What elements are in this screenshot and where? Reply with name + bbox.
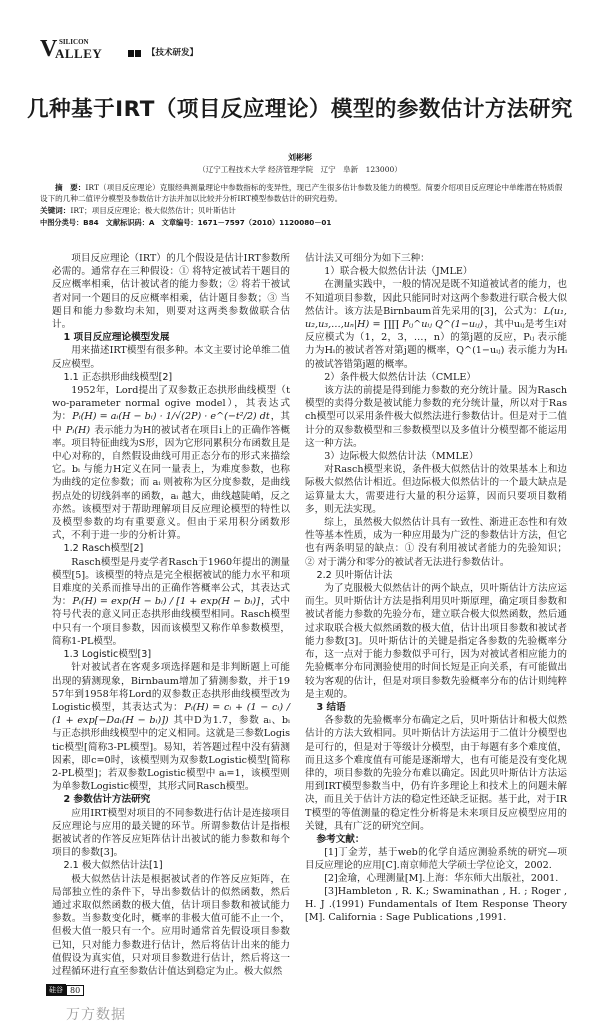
formula: Pᵢ(H) = aᵢ(H − bᵢ) · 1/√(2P) · e^(−t²/2) dt: [72, 411, 270, 423]
abstract-label: 摘 要：: [55, 183, 86, 192]
text-run: 3）边际极大似然估计法（MMLE）: [324, 451, 479, 463]
text-run: 项目反应理论（IRT）的几个假设是估计IRT参数所必需的。通常存在三种假设：① 将特定被试若干题目的反应概率相乘，估计被试者的能力参数；② 将若干被试者对同一个题目的反应概率相乘，估计题目参数；③ 当题目和能力参数均未知，则要对这两类参数做联合估计。: [52, 253, 290, 331]
logo-big-text: ALLEY: [55, 46, 103, 61]
paragraph: [52, 384, 290, 542]
text-run: 综上，虽然极大似然估计具有一致性、渐进正态性和有效性等基本性质，成为一种应用最为广泛的参数估计方法，但它也有两条明显的缺点：① 没有利用被试者能力的先验知识；② 对于满分和零分的被试者无法进行参数估计。: [305, 517, 567, 568]
section-heading: [52, 793, 290, 806]
text-run: 2.1 极大似然估计法[1]: [63, 860, 163, 872]
text-run: 1.2 Rasch模型[2]: [63, 543, 144, 555]
text-run: 1）联合极大似然估计法（JMLE）: [324, 266, 473, 278]
text-run: 参考文献：: [316, 833, 365, 845]
silicon-valley-logo: [40, 38, 122, 60]
paragraph: [305, 371, 567, 384]
logo-blocks-icon: [128, 50, 141, 57]
keywords: [40, 205, 565, 217]
text-run: [2]金瑜，心理测量[M].上海：华东师大出版社，2001.: [324, 873, 559, 885]
section-heading: [305, 833, 567, 846]
text-run: 1.3 Logistic模型[3]: [63, 649, 152, 661]
text-run: 2.2 贝叶斯估计法: [316, 569, 393, 581]
text-run: 估计法又可细分为如下三种：: [305, 253, 430, 264]
paragraph: [52, 556, 290, 648]
text-run: 1 项目反应理论模型发展: [63, 332, 170, 344]
formula: Pᵢ(H): [65, 424, 91, 436]
paragraph: [305, 252, 567, 265]
affiliation: （辽宁工程技术大学 经济管理学院 辽宁 阜新 123000）: [198, 165, 402, 174]
section-heading: [52, 371, 290, 384]
logo-small-text: SILICON: [59, 38, 89, 46]
paragraph: [305, 714, 567, 833]
section-heading: [52, 542, 290, 555]
text-run: 用来描述IRT模型有很多种。本文主要讨论单维二值反应模型。: [52, 345, 290, 370]
paragraph: [52, 661, 290, 793]
text-run: ，式中符号代表的意义同正态拱形曲线模型相同。Rasch模型中只有一个项目参数，因而该模型又称作单参数模型，简称1-PL模型。: [52, 596, 291, 647]
text-run: 2 参数估计方法研究: [63, 794, 151, 806]
paper-title: 几种基于IRT（项目反应理论）模型的参数估计方法研究: [27, 97, 573, 122]
section-heading: [305, 569, 567, 582]
text-run: 3 结语: [316, 701, 346, 713]
text-run: ，其中: [52, 411, 291, 436]
left-column: [52, 252, 290, 978]
right-column: [305, 252, 567, 924]
text-run: 对Rasch模型来说，条件极大似然估计的效果基本上和边际极大似然估计相近。但边际极大似然估计的一个最大缺点是运算量太大，需要进行大量的积分运算，因而只要项目数稍多，则无法实现。: [305, 464, 567, 515]
paragraph: [52, 807, 290, 860]
section-heading: [52, 859, 290, 872]
paragraph: [305, 463, 567, 516]
keywords-text: IRT；项目反应理论；极大似然估计；贝叶斯估计: [70, 206, 236, 215]
text-run: [3]Hambleton , R. K.; Swaminathan , H. ; Roger , H. J .(1991) Fundamentals of Item Response Theory [M]. California : Sage Publications ,1991.: [305, 886, 567, 924]
paragraph: [52, 873, 290, 979]
paragraph: [305, 265, 567, 278]
section-heading: [52, 648, 290, 661]
keywords-label: 关键词：: [40, 206, 71, 215]
text-run: 应用IRT模型对项目的不同参数进行估计是连接项目反应理论与应用的最关键的环节。所谓参数估计是指根据被试者的作答反应矩阵估计出被试的能力参数和每个项目的参数[3]。: [52, 807, 290, 859]
formula: Pᵢ(H) = exp(H − bᵢ) / [1 + exp(H − bᵢ)]: [72, 596, 260, 608]
text-run: 各参数的先验概率分布确定之后，贝叶斯估计和极大似然估计的方法大致相同。贝叶斯估计方法运用于二值计分模型也是可行的，但是对于等级计分模型，由于每题有多个难度值，而且这多个难度值有可能是逐渐增大，也有可能是没有变化规律的，项目参数的先验分布难以确定。因此贝叶斯估计方法运用到IRT模型参数当中，仍有许多理论上和技术上的问题未解决，而且关于估计方法的稳定性还缺乏证据。基于此，对于IRT模型的等值测量的稳定性分析将是未来项目反应模型应用的关键，具有广泛的研究空间。: [305, 715, 567, 832]
text-run: [1]丁金芳，基于web的化学自适应测验系统的研究—项目反应理论的应用[C].南京师范大学硕士学位论文，2002.: [305, 847, 567, 872]
text-run: 针对被试者在客观多项选择题和是非判断题上可能出现的猜测现象，Birnbaum增加了猜测参数，并于1957年到1958年将Lord的双参数正态拱形曲线模型改为Logistic模型，其表达式为：: [52, 662, 290, 713]
text-run: 在测量实践中，一般的情况是既不知道被试者的能力，也不知道项目参数，因此只能同时对这两个参数进行联合极大似然估计。该方法是Birnbaum首先采用的[3]，公式为：: [305, 279, 567, 317]
text-run: 极大似然估计法是根据被试者的作答反应矩阵，在局部独立性的条件下，导出参数估计的似然函数，然后通过求取似然函数的极大值，估计项目参数和被试能力参数。当参数变化时，概率的非极大值可能不止一个，但极大值一般只有一个。应用时通常首先假设项目参数已知，只对能力参数进行估计，然后将估计出来的能力值假设为真实值，只对项目参数进行估计，然后将这一过程循环进行直至参数估计值达到稳定为止。极大似然: [52, 873, 290, 977]
reference-item: [305, 846, 567, 872]
text-run: Rasch模型是丹麦学者Rasch于1960年提出的测量模型[5]。该模型的特点是完全根据被试的能力水平和项目难度的关系而推导出的正确作答概率公式，其表达式为：: [52, 556, 290, 608]
text-run: 表示能力为H的被试者在项目i上的正确作答概率。项目特征曲线为S形，因为它形同累积分布函数且是中心对称的，自然假设曲线可用正态分布的形式来描绘它。bᵢ 与能力H定义在同一量表上，为难度参数，也称为曲线的定位参数；而 aᵢ 则被称为区分度参数，是曲线拐点处的切线斜率的函数，aᵢ 越大，曲线越陡峭，反之亦然。该模型对于帮助理解项目反应理论模型的特性以及模型参数的均有重要意义。但由于采用积分函数形式，不利于进一步的分析计算。: [52, 424, 291, 542]
author: 刘彬彬: [288, 152, 312, 162]
front-matter: [40, 182, 565, 229]
reference-item: [305, 872, 567, 885]
paragraph: [52, 344, 290, 370]
journal-tag: 硅谷: [46, 984, 66, 996]
text-run: 其中D为1.7，参数 aᵢ、bᵢ 与正态拱形曲线模型中的定义相同。这就是三参数Logistic模型[简称3-PL模型]。易知，若答题过程中没有猜测因素，即c=0时，该模型则为双参数Logistic模型[简称2-PL模型]；若双参数Logistic模型中 aᵢ=1，该模型则为单参数Logistic模型，其形式同Rasch模型。: [52, 715, 290, 793]
watermark: 万方数据: [66, 1007, 126, 1023]
text-run: 为了克服极大似然估计的两个缺点，贝叶斯估计方法应运而生。贝叶斯估计方法是指利用贝叶斯原理，确定项目参数和被试者能力参数的先验分布，建立联合极大似然函数，然后通过求取联合极大似然函数的极大值，估计出项目参数和被试者能力参数[3]。贝叶斯估计的关键是指定各参数的先验概率分布，这一点对于能力参数似乎可行，因为对被试者相应能力的先验概率分布同测验使用的时间长短是正向关系，有可能做出较为客观的估计，但是对项目参数先验概率分布的估计则纯粹是主观的。: [305, 583, 567, 700]
text-run: 2）条件极大似然估计法（CMLE）: [324, 371, 476, 383]
formula: L(u₁,u₂,u₃,…,uₙ|H) = ∏∏ Pᵢⱼ^uᵢⱼ Q^(1−uᵢⱼ): [305, 305, 567, 331]
section-heading: [52, 331, 290, 344]
logo-initial: V: [40, 36, 58, 62]
abstract: [40, 182, 565, 204]
reference-item: [305, 885, 567, 924]
classification-line: 中图分类号：B84 文献标识码：A 文章编号：1671－7597（2010）1120080－01: [40, 218, 332, 227]
page-number: 80: [66, 985, 84, 996]
section-tag: 【技术研发】: [147, 48, 199, 58]
paragraph: [52, 252, 290, 331]
formula: Pᵢ(H) = cᵢ + (1 − cᵢ) / (1 + exp[−Daᵢ(H − bᵢ)]): [52, 701, 290, 727]
paragraph: [305, 384, 567, 450]
text-run: 该方法的前提是得到能力参数的充分统计量。因为Rasch模型的卖得分数是被试能力参数的充分统计量，所以对于Rasch模型可以采用条件极大似然法进行参数估计。但是对于二值计分的双参数模型和三参数模型以及多值计分模型都不能运用这一种方法。: [305, 385, 567, 449]
text-run: 1952年，Lord提出了双参数正态拱形曲线模型（two-parameter normal ogive model），其表达式为：: [52, 385, 290, 423]
text-run: 1.1 正态拱形曲线模型[2]: [63, 371, 173, 383]
text-run: ，其中uᵢⱼ是考生i对反应模式为（1，2，3，…，n）的第j题的反应，Pᵢⱼ 表示能力为Hᵢ的被试者答对第j题的概率，Q^(1−uᵢⱼ) 表示能力为Hᵢ的被试答错第j题的概率。: [305, 319, 567, 370]
abstract-text: IRT（项目反应理论）克服经典测量理论中参数指标的变异性，现已产生很多估计参数及能力的模型。简要介绍项目反应理论中单维潜在特质假设下的几种二值评分模型及参数估计方法并加以比较并分析IRT模型参数估计的研究趋势。: [40, 183, 563, 203]
paragraph: [305, 278, 567, 370]
paragraph: [305, 516, 567, 569]
page-footer: [46, 984, 84, 996]
paragraph: [305, 582, 567, 701]
journal-header: [40, 38, 198, 60]
paragraph: [305, 450, 567, 463]
section-heading: [305, 701, 567, 714]
